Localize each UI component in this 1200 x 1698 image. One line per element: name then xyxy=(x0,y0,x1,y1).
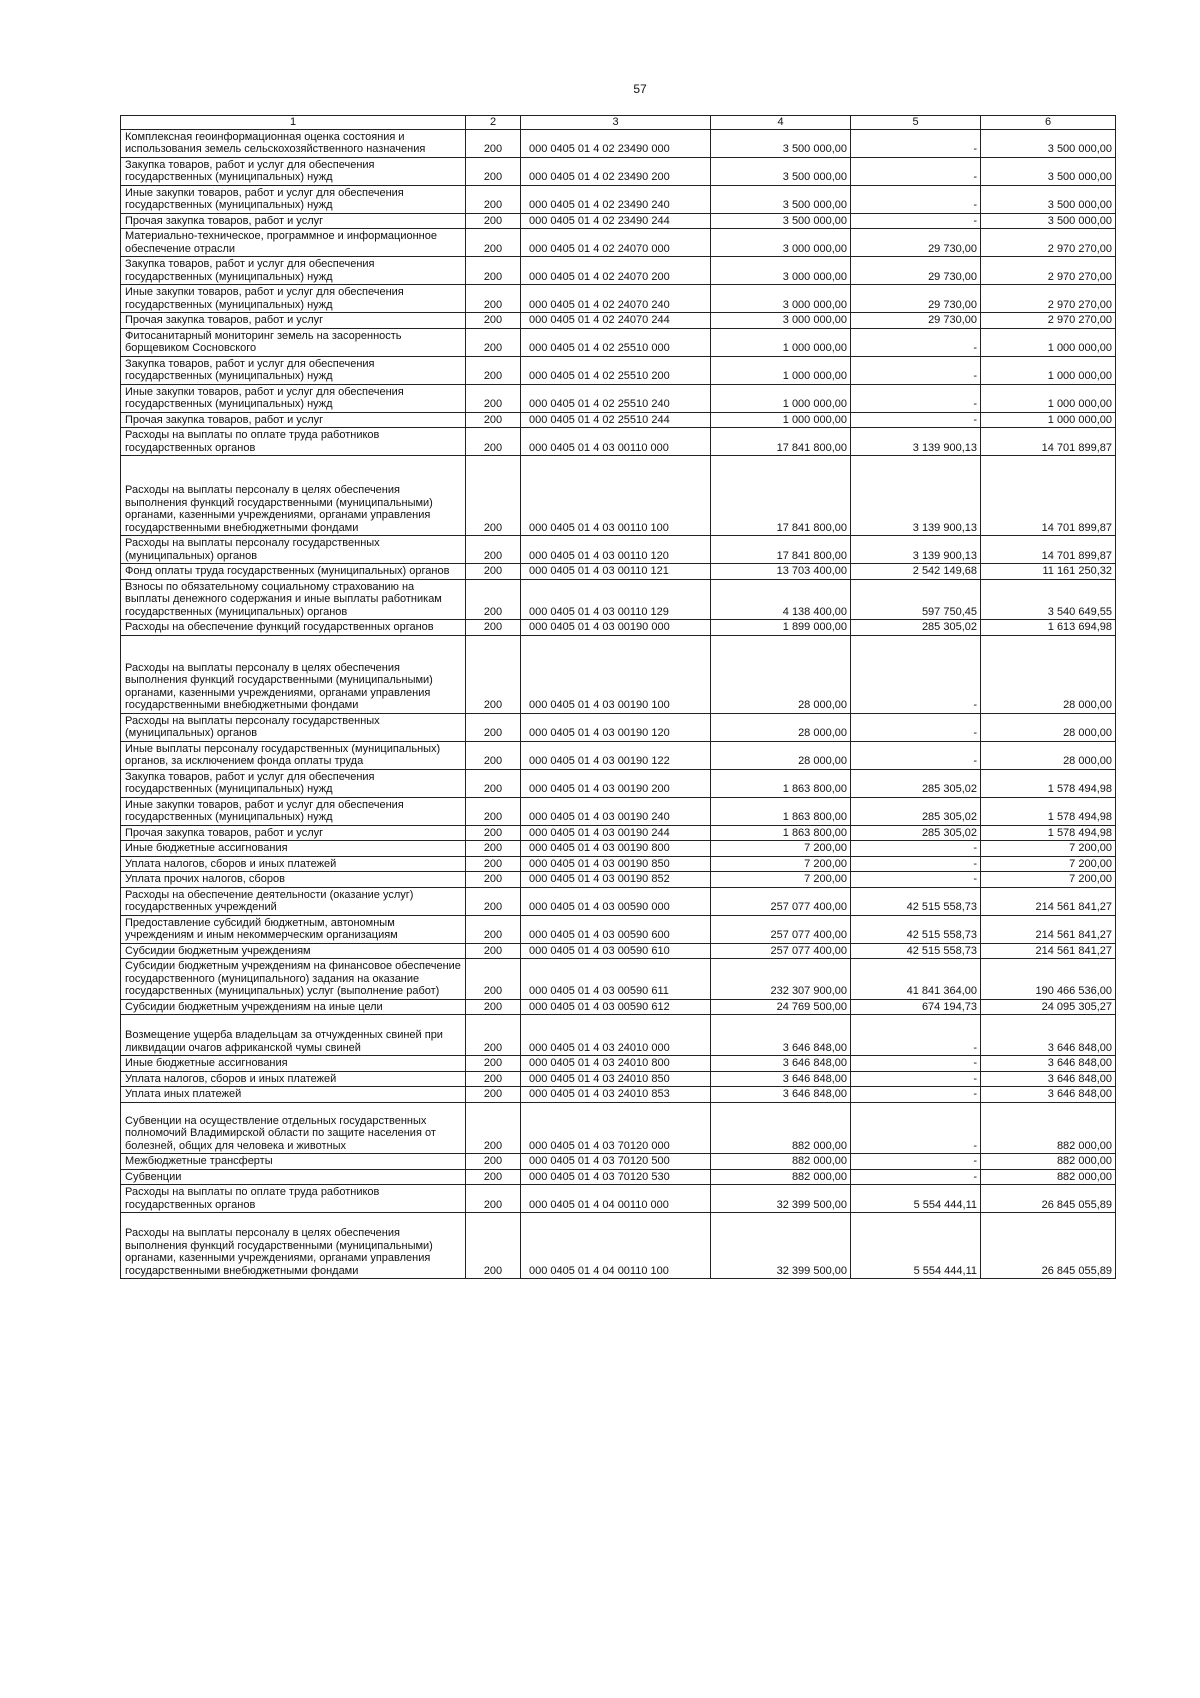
table-row xyxy=(121,1169,1116,1185)
approved-amount-cell: 1 000 000,00 xyxy=(711,328,851,356)
approved-amount-cell: 1 863 800,00 xyxy=(711,769,851,797)
table-row xyxy=(121,285,1116,313)
unexecuted-amount-cell: 3 540 649,55 xyxy=(981,579,1116,620)
row-name-cell: Расходы на выплаты по оплате труда работников государственных органов xyxy=(121,428,466,456)
line-code-cell: 200 xyxy=(466,797,521,825)
unexecuted-amount-cell: 882 000,00 xyxy=(981,1102,1116,1154)
table-row xyxy=(121,887,1116,915)
budget-code-cell: 000 0405 01 4 03 00190 122 xyxy=(521,741,711,769)
unexecuted-amount-cell: 2 970 270,00 xyxy=(981,285,1116,313)
approved-amount-cell: 7 200,00 xyxy=(711,872,851,888)
row-name-cell: Субвенции xyxy=(121,1169,466,1185)
executed-amount-cell: 674 194,73 xyxy=(851,999,981,1015)
table-row xyxy=(121,769,1116,797)
row-name-cell: Фонд оплаты труда государственных (муниципальных) органов xyxy=(121,564,466,580)
budget-code-cell: 000 0405 01 4 02 25510 244 xyxy=(521,412,711,428)
approved-amount-cell: 1 000 000,00 xyxy=(711,384,851,412)
budget-code-cell: 000 0405 01 4 03 70120 500 xyxy=(521,1154,711,1170)
unexecuted-amount-cell: 214 561 841,27 xyxy=(981,943,1116,959)
approved-amount-cell: 24 769 500,00 xyxy=(711,999,851,1015)
line-code-cell: 200 xyxy=(466,213,521,229)
row-name-cell: Субсидии бюджетным учреждениям на финансовое обеспечение государственного (муниципального) задания на оказание государственных (муниципальных) услуг (выполнение работ) xyxy=(121,959,466,1000)
unexecuted-amount-cell: 214 561 841,27 xyxy=(981,887,1116,915)
budget-code-cell: 000 0405 01 4 03 00190 120 xyxy=(521,713,711,741)
budget-code-cell: 000 0405 01 4 03 00190 000 xyxy=(521,620,711,636)
unexecuted-amount-cell: 14 701 899,87 xyxy=(981,428,1116,456)
unexecuted-amount-cell: 2 970 270,00 xyxy=(981,257,1116,285)
table-row xyxy=(121,536,1116,564)
unexecuted-amount-cell: 28 000,00 xyxy=(981,635,1116,713)
row-name-cell: Субвенции на осуществление отдельных государственных полномочий Владимирской области по защите населения от болезней, общих для человека и животных xyxy=(121,1102,466,1154)
executed-amount-cell: 3 139 900,13 xyxy=(851,536,981,564)
table-row xyxy=(121,412,1116,428)
row-name-cell: Расходы на выплаты персоналу государственных (муниципальных) органов xyxy=(121,536,466,564)
unexecuted-amount-cell: 3 500 000,00 xyxy=(981,185,1116,213)
line-code-cell: 200 xyxy=(466,1102,521,1154)
line-code-cell: 200 xyxy=(466,915,521,943)
approved-amount-cell: 3 500 000,00 xyxy=(711,157,851,185)
budget-code-cell: 000 0405 01 4 03 00190 200 xyxy=(521,769,711,797)
unexecuted-amount-cell: 14 701 899,87 xyxy=(981,536,1116,564)
executed-amount-cell: - xyxy=(851,356,981,384)
approved-amount-cell: 7 200,00 xyxy=(711,841,851,857)
row-name-cell: Уплата иных платежей xyxy=(121,1087,466,1103)
line-code-cell: 200 xyxy=(466,428,521,456)
table-row xyxy=(121,229,1116,257)
line-code-cell: 200 xyxy=(466,285,521,313)
approved-amount-cell: 257 077 400,00 xyxy=(711,915,851,943)
executed-amount-cell: 29 730,00 xyxy=(851,285,981,313)
line-code-cell: 200 xyxy=(466,185,521,213)
executed-amount-cell: - xyxy=(851,185,981,213)
unexecuted-amount-cell: 1 000 000,00 xyxy=(981,328,1116,356)
executed-amount-cell: - xyxy=(851,841,981,857)
unexecuted-amount-cell: 1 000 000,00 xyxy=(981,412,1116,428)
executed-amount-cell: 29 730,00 xyxy=(851,257,981,285)
budget-code-cell: 000 0405 01 4 03 24010 800 xyxy=(521,1056,711,1072)
table-row xyxy=(121,999,1116,1015)
executed-amount-cell: 42 515 558,73 xyxy=(851,887,981,915)
line-code-cell: 200 xyxy=(466,356,521,384)
budget-code-cell: 000 0405 01 4 02 23490 200 xyxy=(521,157,711,185)
unexecuted-amount-cell: 28 000,00 xyxy=(981,741,1116,769)
budget-code-cell: 000 0405 01 4 02 23490 240 xyxy=(521,185,711,213)
budget-code-cell: 000 0405 01 4 04 00110 100 xyxy=(521,1213,711,1279)
column-header: 3 xyxy=(521,116,711,130)
approved-amount-cell: 17 841 800,00 xyxy=(711,536,851,564)
unexecuted-amount-cell: 1 578 494,98 xyxy=(981,797,1116,825)
unexecuted-amount-cell: 3 646 848,00 xyxy=(981,1071,1116,1087)
line-code-cell: 200 xyxy=(466,841,521,857)
table-row xyxy=(121,456,1116,536)
approved-amount-cell: 3 646 848,00 xyxy=(711,1015,851,1056)
row-name-cell: Иные закупки товаров, работ и услуг для обеспечения государственных (муниципальных) нужд xyxy=(121,384,466,412)
budget-code-cell: 000 0405 01 4 03 70120 530 xyxy=(521,1169,711,1185)
executed-amount-cell: 5 554 444,11 xyxy=(851,1185,981,1213)
budget-code-cell: 000 0405 01 4 02 24070 244 xyxy=(521,313,711,329)
unexecuted-amount-cell: 26 845 055,89 xyxy=(981,1185,1116,1213)
line-code-cell: 200 xyxy=(466,856,521,872)
row-name-cell: Закупка товаров, работ и услуг для обеспечения государственных (муниципальных) нужд xyxy=(121,356,466,384)
executed-amount-cell: 285 305,02 xyxy=(851,825,981,841)
line-code-cell: 200 xyxy=(466,384,521,412)
approved-amount-cell: 32 399 500,00 xyxy=(711,1185,851,1213)
row-name-cell: Прочая закупка товаров, работ и услуг xyxy=(121,213,466,229)
budget-code-cell: 000 0405 01 4 03 24010 853 xyxy=(521,1087,711,1103)
budget-code-cell: 000 0405 01 4 03 00590 612 xyxy=(521,999,711,1015)
unexecuted-amount-cell: 28 000,00 xyxy=(981,713,1116,741)
table-row xyxy=(121,635,1116,713)
executed-amount-cell: 597 750,45 xyxy=(851,579,981,620)
table-row xyxy=(121,856,1116,872)
line-code-cell: 200 xyxy=(466,769,521,797)
table-row xyxy=(121,1015,1116,1056)
table-row xyxy=(121,1213,1116,1279)
approved-amount-cell: 1 000 000,00 xyxy=(711,412,851,428)
approved-amount-cell: 3 646 848,00 xyxy=(711,1056,851,1072)
approved-amount-cell: 3 000 000,00 xyxy=(711,285,851,313)
row-name-cell: Иные выплаты персоналу государственных (муниципальных) органов, за исключением фонда оплаты труда xyxy=(121,741,466,769)
table-row xyxy=(121,915,1116,943)
table-row xyxy=(121,313,1116,329)
row-name-cell: Уплата налогов, сборов и иных платежей xyxy=(121,856,466,872)
approved-amount-cell: 232 307 900,00 xyxy=(711,959,851,1000)
executed-amount-cell: - xyxy=(851,412,981,428)
table-row xyxy=(121,428,1116,456)
table-row xyxy=(121,825,1116,841)
executed-amount-cell: - xyxy=(851,157,981,185)
table-row xyxy=(121,328,1116,356)
table-row xyxy=(121,1154,1116,1170)
executed-amount-cell: - xyxy=(851,713,981,741)
unexecuted-amount-cell: 1 000 000,00 xyxy=(981,356,1116,384)
approved-amount-cell: 32 399 500,00 xyxy=(711,1213,851,1279)
budget-code-cell: 000 0405 01 4 02 25510 240 xyxy=(521,384,711,412)
table-row xyxy=(121,713,1116,741)
approved-amount-cell: 3 500 000,00 xyxy=(711,129,851,157)
executed-amount-cell: 29 730,00 xyxy=(851,229,981,257)
executed-amount-cell: 3 139 900,13 xyxy=(851,456,981,536)
row-name-cell: Уплата прочих налогов, сборов xyxy=(121,872,466,888)
table-row xyxy=(121,1102,1116,1154)
budget-code-cell: 000 0405 01 4 02 24070 200 xyxy=(521,257,711,285)
row-name-cell: Закупка товаров, работ и услуг для обеспечения государственных (муниципальных) нужд xyxy=(121,157,466,185)
executed-amount-cell: 285 305,02 xyxy=(851,769,981,797)
executed-amount-cell: 285 305,02 xyxy=(851,797,981,825)
row-name-cell: Иные бюджетные ассигнования xyxy=(121,1056,466,1072)
approved-amount-cell: 7 200,00 xyxy=(711,856,851,872)
unexecuted-amount-cell: 882 000,00 xyxy=(981,1169,1116,1185)
budget-code-cell: 000 0405 01 4 02 23490 000 xyxy=(521,129,711,157)
approved-amount-cell: 3 000 000,00 xyxy=(711,229,851,257)
unexecuted-amount-cell: 3 500 000,00 xyxy=(981,129,1116,157)
budget-code-cell: 000 0405 01 4 03 00190 244 xyxy=(521,825,711,841)
table-row xyxy=(121,1071,1116,1087)
approved-amount-cell: 1 863 800,00 xyxy=(711,825,851,841)
unexecuted-amount-cell: 11 161 250,32 xyxy=(981,564,1116,580)
table-row xyxy=(121,384,1116,412)
row-name-cell: Иные закупки товаров, работ и услуг для обеспечения государственных (муниципальных) нужд xyxy=(121,185,466,213)
approved-amount-cell: 4 138 400,00 xyxy=(711,579,851,620)
executed-amount-cell: 41 841 364,00 xyxy=(851,959,981,1000)
executed-amount-cell: - xyxy=(851,1087,981,1103)
row-name-cell: Комплексная геоинформационная оценка состояния и использования земель сельскохозяйственного назначения xyxy=(121,129,466,157)
row-name-cell: Закупка товаров, работ и услуг для обеспечения государственных (муниципальных) нужд xyxy=(121,257,466,285)
approved-amount-cell: 257 077 400,00 xyxy=(711,887,851,915)
row-name-cell: Расходы на обеспечение функций государственных органов xyxy=(121,620,466,636)
row-name-cell: Предоставление субсидий бюджетным, автономным учреждениям и иным некоммерческим организациям xyxy=(121,915,466,943)
approved-amount-cell: 28 000,00 xyxy=(711,741,851,769)
approved-amount-cell: 257 077 400,00 xyxy=(711,943,851,959)
executed-amount-cell: 42 515 558,73 xyxy=(851,943,981,959)
table-row xyxy=(121,185,1116,213)
executed-amount-cell: - xyxy=(851,741,981,769)
approved-amount-cell: 1 863 800,00 xyxy=(711,797,851,825)
row-name-cell: Субсидии бюджетным учреждениям на иные цели xyxy=(121,999,466,1015)
approved-amount-cell: 1 000 000,00 xyxy=(711,356,851,384)
executed-amount-cell: - xyxy=(851,129,981,157)
unexecuted-amount-cell: 3 646 848,00 xyxy=(981,1087,1116,1103)
line-code-cell: 200 xyxy=(466,313,521,329)
approved-amount-cell: 17 841 800,00 xyxy=(711,428,851,456)
unexecuted-amount-cell: 190 466 536,00 xyxy=(981,959,1116,1000)
unexecuted-amount-cell: 3 500 000,00 xyxy=(981,213,1116,229)
budget-code-cell: 000 0405 01 4 03 00110 100 xyxy=(521,456,711,536)
budget-code-cell: 000 0405 01 4 03 00590 611 xyxy=(521,959,711,1000)
budget-code-cell: 000 0405 01 4 03 00190 850 xyxy=(521,856,711,872)
budget-code-cell: 000 0405 01 4 03 00590 000 xyxy=(521,887,711,915)
line-code-cell: 200 xyxy=(466,635,521,713)
line-code-cell: 200 xyxy=(466,257,521,285)
row-name-cell: Расходы на выплаты персоналу в целях обеспечения выполнения функций государственными (муниципальными) органами, казенными учреждениями, органами управления государственными внебюджетными фондами xyxy=(121,456,466,536)
table-row xyxy=(121,841,1116,857)
budget-code-cell: 000 0405 01 4 02 25510 000 xyxy=(521,328,711,356)
line-code-cell: 200 xyxy=(466,1213,521,1279)
row-name-cell: Расходы на выплаты персоналу государственных (муниципальных) органов xyxy=(121,713,466,741)
unexecuted-amount-cell: 3 500 000,00 xyxy=(981,157,1116,185)
approved-amount-cell: 13 703 400,00 xyxy=(711,564,851,580)
column-header: 4 xyxy=(711,116,851,130)
budget-code-cell: 000 0405 01 4 03 70120 000 xyxy=(521,1102,711,1154)
line-code-cell: 200 xyxy=(466,229,521,257)
budget-code-cell: 000 0405 01 4 03 00110 120 xyxy=(521,536,711,564)
table-row xyxy=(121,797,1116,825)
unexecuted-amount-cell: 214 561 841,27 xyxy=(981,915,1116,943)
unexecuted-amount-cell: 7 200,00 xyxy=(981,856,1116,872)
executed-amount-cell: - xyxy=(851,872,981,888)
executed-amount-cell: 3 139 900,13 xyxy=(851,428,981,456)
row-name-cell: Прочая закупка товаров, работ и услуг xyxy=(121,825,466,841)
row-name-cell: Субсидии бюджетным учреждениям xyxy=(121,943,466,959)
table-row xyxy=(121,257,1116,285)
approved-amount-cell: 882 000,00 xyxy=(711,1169,851,1185)
line-code-cell: 200 xyxy=(466,412,521,428)
budget-code-cell: 000 0405 01 4 03 24010 850 xyxy=(521,1071,711,1087)
budget-code-cell: 000 0405 01 4 03 00110 129 xyxy=(521,579,711,620)
approved-amount-cell: 1 899 000,00 xyxy=(711,620,851,636)
unexecuted-amount-cell: 3 646 848,00 xyxy=(981,1015,1116,1056)
approved-amount-cell: 3 646 848,00 xyxy=(711,1071,851,1087)
approved-amount-cell: 28 000,00 xyxy=(711,713,851,741)
column-header: 6 xyxy=(981,116,1116,130)
unexecuted-amount-cell: 1 578 494,98 xyxy=(981,825,1116,841)
line-code-cell: 200 xyxy=(466,129,521,157)
line-code-cell: 200 xyxy=(466,959,521,1000)
table-row xyxy=(121,959,1116,1000)
unexecuted-amount-cell: 2 970 270,00 xyxy=(981,229,1116,257)
budget-code-cell: 000 0405 01 4 02 24070 240 xyxy=(521,285,711,313)
row-name-cell: Межбюджетные трансферты xyxy=(121,1154,466,1170)
page-number: 57 xyxy=(633,82,647,96)
row-name-cell: Иные бюджетные ассигнования xyxy=(121,841,466,857)
unexecuted-amount-cell: 882 000,00 xyxy=(981,1154,1116,1170)
unexecuted-amount-cell: 7 200,00 xyxy=(981,872,1116,888)
executed-amount-cell: 42 515 558,73 xyxy=(851,915,981,943)
line-code-cell: 200 xyxy=(466,943,521,959)
row-name-cell: Материально-техническое, программное и информационное обеспечение отрасли xyxy=(121,229,466,257)
row-name-cell: Расходы на обеспечение деятельности (оказание услуг) государственных учреждений xyxy=(121,887,466,915)
line-code-cell: 200 xyxy=(466,887,521,915)
budget-code-cell: 000 0405 01 4 03 00110 000 xyxy=(521,428,711,456)
approved-amount-cell: 3 646 848,00 xyxy=(711,1087,851,1103)
executed-amount-cell: 2 542 149,68 xyxy=(851,564,981,580)
executed-amount-cell: - xyxy=(851,384,981,412)
executed-amount-cell: - xyxy=(851,1071,981,1087)
unexecuted-amount-cell: 1 578 494,98 xyxy=(981,769,1116,797)
line-code-cell: 200 xyxy=(466,157,521,185)
column-number-row xyxy=(121,116,1116,130)
line-code-cell: 200 xyxy=(466,1056,521,1072)
budget-code-cell: 000 0405 01 4 02 25510 200 xyxy=(521,356,711,384)
row-name-cell: Закупка товаров, работ и услуг для обеспечения государственных (муниципальных) нужд xyxy=(121,769,466,797)
unexecuted-amount-cell: 1 613 694,98 xyxy=(981,620,1116,636)
budget-code-cell: 000 0405 01 4 03 00110 121 xyxy=(521,564,711,580)
table-row xyxy=(121,943,1116,959)
column-header: 2 xyxy=(466,116,521,130)
approved-amount-cell: 3 000 000,00 xyxy=(711,257,851,285)
budget-code-cell: 000 0405 01 4 03 00190 240 xyxy=(521,797,711,825)
executed-amount-cell: - xyxy=(851,856,981,872)
line-code-cell: 200 xyxy=(466,1015,521,1056)
executed-amount-cell: 285 305,02 xyxy=(851,620,981,636)
column-header: 5 xyxy=(851,116,981,130)
row-name-cell: Уплата налогов, сборов и иных платежей xyxy=(121,1071,466,1087)
approved-amount-cell: 28 000,00 xyxy=(711,635,851,713)
approved-amount-cell: 17 841 800,00 xyxy=(711,456,851,536)
executed-amount-cell: - xyxy=(851,1056,981,1072)
budget-code-cell: 000 0405 01 4 03 24010 000 xyxy=(521,1015,711,1056)
line-code-cell: 200 xyxy=(466,1154,521,1170)
row-name-cell: Прочая закупка товаров, работ и услуг xyxy=(121,412,466,428)
row-name-cell: Расходы на выплаты персоналу в целях обеспечения выполнения функций государственными (муниципальными) органами, казенными учреждениями, органами управления государственными внебюджетными фондами xyxy=(121,635,466,713)
table-row xyxy=(121,564,1116,580)
column-header: 1 xyxy=(121,116,466,130)
line-code-cell: 200 xyxy=(466,741,521,769)
budget-code-cell: 000 0405 01 4 03 00590 610 xyxy=(521,943,711,959)
table-row xyxy=(121,579,1116,620)
approved-amount-cell: 882 000,00 xyxy=(711,1154,851,1170)
line-code-cell: 200 xyxy=(466,536,521,564)
table-row xyxy=(121,741,1116,769)
budget-code-cell: 000 0405 01 4 03 00190 800 xyxy=(521,841,711,857)
line-code-cell: 200 xyxy=(466,579,521,620)
row-name-cell: Взносы по обязательному социальному страхованию на выплаты денежного содержания и иные выплаты работникам государственных (муниципальных) органов xyxy=(121,579,466,620)
budget-execution-table xyxy=(120,115,1116,1279)
budget-code-cell: 000 0405 01 4 03 00190 852 xyxy=(521,872,711,888)
row-name-cell: Фитосанитарный мониторинг земель на засоренность борщевиком Сосновского xyxy=(121,328,466,356)
line-code-cell: 200 xyxy=(466,1169,521,1185)
line-code-cell: 200 xyxy=(466,713,521,741)
table-row xyxy=(121,1185,1116,1213)
line-code-cell: 200 xyxy=(466,872,521,888)
row-name-cell: Возмещение ущерба владельцам за отчужденных свиней при ликвидации очагов африканской чумы свиней xyxy=(121,1015,466,1056)
line-code-cell: 200 xyxy=(466,1087,521,1103)
row-name-cell: Прочая закупка товаров, работ и услуг xyxy=(121,313,466,329)
executed-amount-cell: - xyxy=(851,1102,981,1154)
table-row xyxy=(121,872,1116,888)
unexecuted-amount-cell: 7 200,00 xyxy=(981,841,1116,857)
line-code-cell: 200 xyxy=(466,825,521,841)
executed-amount-cell: - xyxy=(851,328,981,356)
line-code-cell: 200 xyxy=(466,620,521,636)
table-row xyxy=(121,1056,1116,1072)
table-row xyxy=(121,157,1116,185)
table-row xyxy=(121,620,1116,636)
unexecuted-amount-cell: 24 095 305,27 xyxy=(981,999,1116,1015)
approved-amount-cell: 3 500 000,00 xyxy=(711,213,851,229)
line-code-cell: 200 xyxy=(466,1071,521,1087)
executed-amount-cell: - xyxy=(851,1154,981,1170)
table-row xyxy=(121,1087,1116,1103)
budget-code-cell: 000 0405 01 4 02 23490 244 xyxy=(521,213,711,229)
budget-code-cell: 000 0405 01 4 03 00590 600 xyxy=(521,915,711,943)
line-code-cell: 200 xyxy=(466,1185,521,1213)
row-name-cell: Иные закупки товаров, работ и услуг для обеспечения государственных (муниципальных) нужд xyxy=(121,797,466,825)
budget-code-cell: 000 0405 01 4 04 00110 000 xyxy=(521,1185,711,1213)
row-name-cell: Расходы на выплаты по оплате труда работников государственных органов xyxy=(121,1185,466,1213)
executed-amount-cell: - xyxy=(851,1169,981,1185)
executed-amount-cell: 5 554 444,11 xyxy=(851,1213,981,1279)
line-code-cell: 200 xyxy=(466,999,521,1015)
row-name-cell: Иные закупки товаров, работ и услуг для обеспечения государственных (муниципальных) нужд xyxy=(121,285,466,313)
unexecuted-amount-cell: 26 845 055,89 xyxy=(981,1213,1116,1279)
executed-amount-cell: - xyxy=(851,213,981,229)
unexecuted-amount-cell: 1 000 000,00 xyxy=(981,384,1116,412)
line-code-cell: 200 xyxy=(466,564,521,580)
table-row xyxy=(121,213,1116,229)
line-code-cell: 200 xyxy=(466,328,521,356)
approved-amount-cell: 3 000 000,00 xyxy=(711,313,851,329)
unexecuted-amount-cell: 14 701 899,87 xyxy=(981,456,1116,536)
executed-amount-cell: 29 730,00 xyxy=(851,313,981,329)
budget-code-cell: 000 0405 01 4 03 00190 100 xyxy=(521,635,711,713)
line-code-cell: 200 xyxy=(466,456,521,536)
unexecuted-amount-cell: 2 970 270,00 xyxy=(981,313,1116,329)
row-name-cell: Расходы на выплаты персоналу в целях обеспечения выполнения функций государственными (муниципальными) органами, казенными учреждениями, органами управления государственными внебюджетными фондами xyxy=(121,1213,466,1279)
approved-amount-cell: 3 500 000,00 xyxy=(711,185,851,213)
unexecuted-amount-cell: 3 646 848,00 xyxy=(981,1056,1116,1072)
table-row xyxy=(121,129,1116,157)
approved-amount-cell: 882 000,00 xyxy=(711,1102,851,1154)
budget-code-cell: 000 0405 01 4 02 24070 000 xyxy=(521,229,711,257)
executed-amount-cell: - xyxy=(851,635,981,713)
executed-amount-cell: - xyxy=(851,1015,981,1056)
table-row xyxy=(121,356,1116,384)
